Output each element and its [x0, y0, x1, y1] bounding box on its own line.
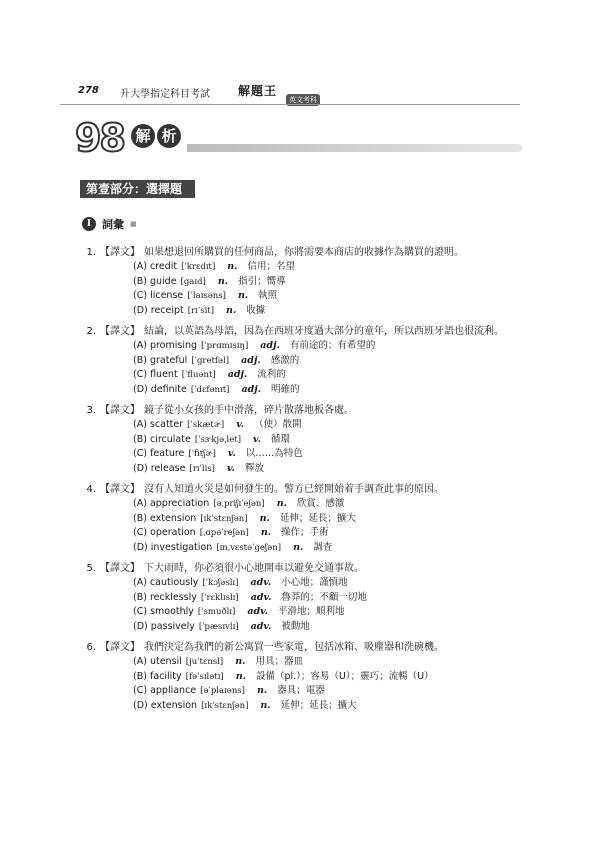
question-line: [80, 562, 540, 576]
option-ipa: [ˈlaɪsəns]: [187, 291, 226, 301]
option-word: fluent: [150, 369, 178, 380]
option-pos: n.: [227, 261, 238, 272]
question-line: [80, 404, 540, 418]
translation-tag: 【譯文】: [100, 642, 140, 653]
option-word: investigation: [150, 541, 213, 553]
running-header: [60, 84, 540, 102]
title-char-2: 析: [157, 124, 181, 148]
option-ipa: [rɪˈlis]: [189, 463, 215, 474]
option-word: receipt: [150, 304, 184, 316]
question-item: [80, 641, 540, 713]
option-pos: adj.: [241, 383, 262, 395]
option-ipa: [ˈfluənt]: [181, 370, 216, 380]
translation-text: 下大雨時，你必須很小心地開車以避免交通事故。: [144, 563, 364, 574]
option-meaning: 流利的: [257, 369, 286, 380]
question-item: [80, 562, 540, 634]
answer-option: [133, 655, 540, 670]
question-line: [80, 483, 540, 497]
answer-option: [133, 576, 540, 591]
question-line: [80, 246, 540, 260]
answer-option: [133, 605, 540, 620]
option-meaning: 執照: [258, 290, 278, 301]
option-word: guide: [149, 275, 177, 287]
answer-option: [133, 260, 540, 275]
option-ipa: [ˌɑpəˈreʃən]: [199, 528, 249, 538]
option-label: (A): [133, 340, 147, 351]
option-meaning: 被動地: [281, 620, 310, 632]
option-word: facility: [149, 670, 182, 682]
option-pos: n.: [260, 699, 271, 711]
option-word: extension: [150, 699, 198, 711]
question-line: [80, 325, 540, 339]
option-ipa: [juˈtɛnsl]: [185, 657, 224, 667]
square-marker-icon: ■: [130, 220, 137, 228]
header-rule: [60, 104, 520, 105]
option-meaning: 感激的: [270, 354, 300, 366]
answer-option: [133, 462, 540, 477]
option-ipa: [ˈfitʃɚ]: [188, 449, 216, 459]
option-pos: v.: [253, 433, 261, 445]
option-pos: n.: [217, 275, 229, 287]
option-ipa: [ˈdɛfənɪt]: [190, 384, 230, 395]
option-word: extension: [149, 512, 197, 524]
question-list: [80, 246, 540, 720]
option-ipa: [ɪkˈstɛnʃən]: [201, 700, 249, 711]
option-pos: adv.: [250, 591, 272, 603]
option-meaning: 釋放: [244, 462, 264, 474]
option-ipa: [ˈskætɚ]: [187, 420, 225, 430]
option-pos: adv.: [247, 606, 269, 617]
answer-option: [133, 670, 540, 685]
answer-option: [133, 541, 540, 556]
chapter-title: [75, 118, 525, 158]
option-label: (A): [133, 498, 147, 509]
translation-text: 結論，以英語為母語，因為在西班牙度過大部分的童年，所以西班牙語也很流利。: [144, 326, 504, 337]
answer-option: [133, 339, 540, 354]
option-meaning: 指引；嚮導: [238, 275, 286, 287]
option-label: (C): [133, 685, 148, 696]
option-word: appreciation: [149, 498, 210, 509]
title-char-1: 解: [131, 124, 155, 148]
option-meaning: 明確的: [271, 383, 300, 395]
answer-option: [133, 368, 540, 383]
option-meaning: 欣賞、感激: [296, 498, 345, 509]
option-pos: n.: [260, 527, 272, 538]
option-label: (C): [133, 527, 148, 538]
subject-badge: 英文考科: [286, 94, 320, 106]
option-word: operation: [150, 527, 196, 538]
option-label: (B): [133, 354, 147, 366]
question-number: 1.: [86, 247, 96, 258]
option-pos: n.: [235, 670, 246, 682]
running-title: 升大學指定科目考試: [120, 89, 210, 100]
question-line: [80, 641, 540, 655]
brand-title: 解題王: [238, 84, 278, 98]
question-item: [80, 325, 540, 397]
option-ipa: [ɪkˈstɛnʃən]: [200, 513, 248, 524]
option-meaning: 操作；手術: [281, 527, 329, 538]
option-pos: v.: [236, 419, 245, 430]
option-label: (B): [133, 670, 147, 682]
option-pos: n.: [226, 304, 237, 316]
option-pos: adj.: [260, 340, 280, 351]
option-pos: adv.: [250, 577, 272, 588]
option-meaning: 設備（pl.）；容易（U）；靈巧；流暢（U）: [255, 670, 434, 682]
option-word: license: [150, 290, 184, 301]
option-ipa: [fəˈsɪlətɪ]: [185, 671, 224, 682]
question-number: 2.: [86, 326, 96, 337]
option-word: smoothly: [150, 606, 194, 617]
option-label: (D): [133, 541, 148, 553]
page-number: 278: [78, 85, 99, 96]
option-meaning: 平滑地；順利地: [278, 606, 345, 617]
option-pos: adj.: [227, 369, 248, 380]
translation-text: 我們決定為我們的新公寓買一些家電，包括冰箱、吸塵器和洗碗機。: [144, 642, 444, 653]
option-meaning: 用具；器皿: [255, 656, 303, 667]
option-meaning: 信用；名望: [247, 261, 296, 272]
question-number: 5.: [86, 563, 96, 574]
option-ipa: [ˈkrɛdɪt]: [181, 262, 216, 272]
option-meaning: 收據: [246, 304, 266, 316]
option-ipa: [ˈpæsɪvlɪ]: [198, 621, 239, 632]
option-label: (C): [133, 606, 148, 617]
answer-option: [133, 433, 540, 448]
option-label: (B): [133, 275, 147, 287]
option-label: (B): [133, 433, 147, 445]
option-ipa: [ˈgretfəl]: [191, 355, 230, 366]
option-pos: v.: [227, 448, 236, 459]
option-ipa: [gaɪd]: [180, 276, 206, 287]
answer-option: [133, 275, 540, 290]
option-label: (A): [133, 261, 147, 272]
option-pos: n.: [276, 498, 287, 509]
option-meaning: 有前途的；有希望的: [289, 340, 376, 351]
translation-text: 沒有人知道火災是如何發生的。警方已經開始着手調查此事的原因。: [144, 484, 444, 495]
translation-tag: 【譯文】: [100, 484, 140, 495]
option-word: feature: [150, 448, 185, 459]
option-word: circulate: [149, 433, 191, 445]
roman-numeral-badge: I: [82, 217, 96, 231]
option-ipa: [ˈrɛklɪslɪ]: [200, 592, 239, 603]
option-pos: v.: [226, 462, 235, 474]
section-heading: 第壹部分：選擇題: [80, 180, 195, 198]
option-ipa: [əˌpriʃɪˈeʃən]: [213, 499, 265, 509]
option-pos: adj.: [241, 354, 261, 366]
option-word: scatter: [149, 419, 184, 430]
option-label: (D): [133, 383, 148, 395]
option-meaning: （使）散開: [254, 419, 302, 430]
option-word: release: [150, 462, 186, 474]
translation-text: 如果想退回所購買的任何商品，你將需要本商店的收據作為購買的證明。: [144, 247, 464, 258]
answer-option: [133, 526, 540, 541]
option-label: (C): [133, 448, 148, 459]
option-label: (A): [133, 577, 147, 588]
option-ipa: [ɪnˌvɛstəˈgeʃən]: [216, 542, 282, 553]
option-meaning: 循環: [270, 433, 290, 445]
answer-option: [133, 497, 540, 512]
option-word: utensil: [149, 656, 182, 667]
question-number: 3.: [86, 405, 96, 416]
answer-option: [133, 620, 540, 635]
option-label: (A): [133, 419, 147, 430]
answer-option: [133, 447, 540, 462]
option-label: (C): [133, 369, 148, 380]
option-meaning: 魯莽的；不顧一切地: [281, 591, 367, 603]
option-label: (D): [133, 462, 148, 474]
option-pos: n.: [256, 685, 268, 696]
answer-option: [133, 354, 540, 369]
option-ipa: [rɪˈsit]: [187, 305, 215, 316]
answer-option: [133, 383, 540, 398]
answer-option: [133, 418, 540, 433]
year-number: 98: [75, 116, 124, 160]
option-word: passively: [150, 620, 195, 632]
translation-tag: 【譯文】: [100, 563, 140, 574]
option-label: (B): [133, 512, 147, 524]
answer-option: [133, 512, 540, 527]
question-item: [80, 246, 540, 318]
option-label: (D): [133, 620, 148, 632]
option-ipa: [ˈprɑmɪsɪŋ]: [201, 341, 249, 351]
option-word: grateful: [149, 354, 188, 366]
option-meaning: 延伸；延長；擴大: [279, 512, 356, 524]
translation-tag: 【譯文】: [100, 326, 140, 337]
option-label: (B): [133, 591, 147, 603]
option-ipa: [əˈplaɪəns]: [200, 686, 245, 696]
option-word: definite: [150, 383, 187, 395]
title-bar: [187, 144, 522, 152]
answer-option: [133, 699, 540, 714]
question-item: [80, 483, 540, 555]
translation-tag: 【譯文】: [100, 405, 140, 416]
option-pos: adv.: [250, 620, 272, 632]
option-meaning: 器具；電器: [277, 685, 325, 696]
question-number: 6.: [86, 642, 96, 653]
option-label: (D): [133, 699, 148, 711]
question-item: [80, 404, 540, 476]
subsection-heading: [82, 216, 137, 232]
option-pos: n.: [259, 512, 270, 524]
option-meaning: 延伸；延長；擴大: [280, 699, 357, 711]
option-ipa: [ˈsɝkjəˌlet]: [194, 434, 242, 445]
translation-tag: 【譯文】: [100, 247, 140, 258]
answer-option: [133, 289, 540, 304]
option-pos: n.: [235, 656, 246, 667]
translation-text: 鏡子從小女孩的手中滑落，碎片散落地板各處。: [144, 405, 354, 416]
option-label: (C): [133, 290, 148, 301]
option-label: (A): [133, 656, 147, 667]
option-meaning: 以……為特色: [245, 448, 303, 459]
option-word: appliance: [150, 685, 197, 696]
answer-option: [133, 591, 540, 606]
option-word: promising: [149, 340, 198, 351]
answer-option: [133, 304, 540, 319]
question-number: 4.: [86, 484, 96, 495]
option-pos: n.: [237, 290, 249, 301]
option-label: (D): [133, 304, 148, 316]
option-word: cautiously: [149, 577, 199, 588]
answer-option: [133, 684, 540, 699]
subsection-title: 詞彙: [102, 218, 124, 231]
option-word: credit: [149, 261, 178, 272]
option-meaning: 小心地；謹慎地: [281, 577, 348, 588]
option-ipa: [ˈkɔʃəslɪ]: [202, 578, 239, 588]
option-ipa: [ˈsmuðlɪ]: [197, 607, 236, 617]
option-meaning: 調查: [313, 541, 333, 553]
option-word: recklessly: [149, 591, 197, 603]
option-pos: n.: [293, 541, 304, 553]
